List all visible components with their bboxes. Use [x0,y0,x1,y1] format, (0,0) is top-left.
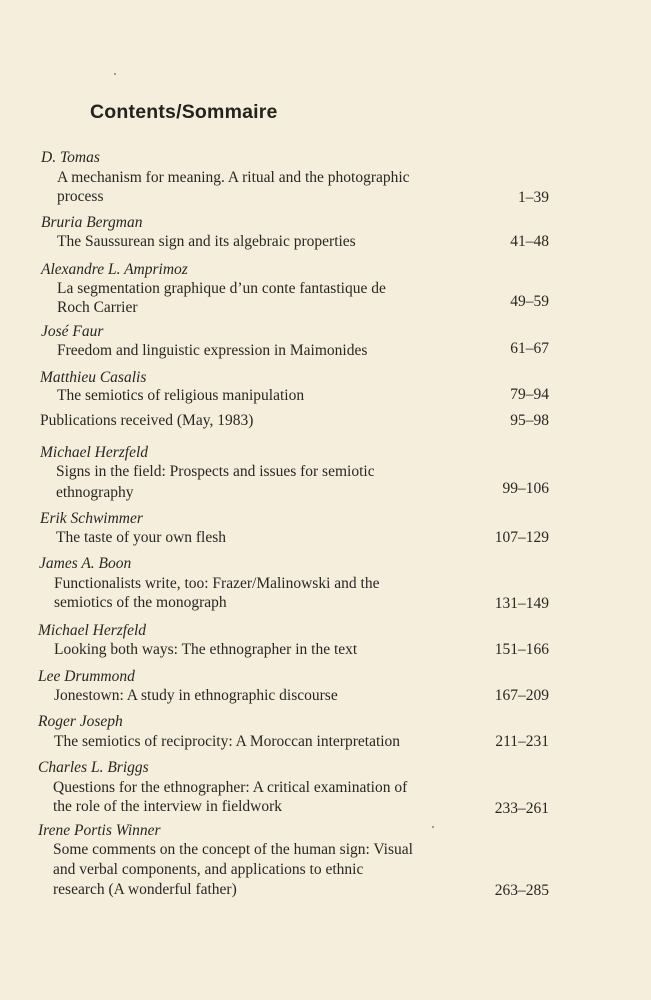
entry-title-line: La segmentation graphique d’un conte fantastique de [57,280,386,297]
entry-title-line: The taste of your own flesh [56,529,227,546]
entry-page-range: 1–39 [518,189,549,206]
entry-title-line: Looking both ways: The ethnographer in the text [54,641,358,658]
page-heading: Contents/Sommaire [90,101,278,123]
entry-title-line: The Saussurean sign and its algebraic properties [57,233,356,250]
entry-page-range: 79–94 [510,386,549,403]
entry-title-line: ethnography [56,484,134,501]
entry-title-line: The semiotics of religious manipulation [57,387,305,404]
entry-page-range: 233–261 [494,800,549,817]
entry-author: James A. Boon [39,555,132,572]
entry-title-line: Some comments on the concept of the human sign: Visual [53,841,413,858]
entry-title-line: Freedom and linguistic expression in Maimonides [57,342,368,359]
paper-speck [114,73,116,75]
entry-title-line: Jonestown: A study in ethnographic discourse [54,687,338,704]
paper-speck [432,826,434,828]
entry-page-range: 107–129 [494,529,549,546]
entry-page-range: 95–98 [510,412,549,429]
entry-page-range: 263–285 [494,882,549,899]
entry-page-range: 61–67 [510,340,549,357]
entry-author: Roger Joseph [38,713,123,730]
entry-author: Alexandre L. Amprimoz [41,261,188,278]
entry-author: Michael Herzfeld [40,444,149,461]
entry-author: D. Tomas [41,149,100,166]
entry-page-range: 49–59 [510,293,549,310]
entry-page-range: 41–48 [510,233,549,250]
entry-title-line: A mechanism for meaning. A ritual and the photographic [57,169,410,186]
entry-page-range: 131–149 [494,595,549,612]
entry-title-line: the role of the interview in fieldwork [53,798,282,815]
entry-author: Bruria Bergman [41,214,143,231]
entry-title-line: The semiotics of reciprocity: A Moroccan interpretation [54,733,401,750]
entry-author: Matthieu Casalis [40,369,147,386]
entry-title-line: Signs in the field: Prospects and issues for semiotic [56,463,375,480]
entry-title-line: Functionalists write, too: Frazer/Malinowski and the [54,575,380,592]
entry-page-range: 167–209 [494,687,549,704]
entry-title-line: Roch Carrier [57,299,138,316]
entry-title-line: and verbal components, and applications to ethnic [53,861,364,878]
entry-author: Lee Drummond [38,668,135,685]
entry-title-line: Questions for the ethnographer: A critical examination of [53,779,408,796]
entry-title-line: Publications received (May, 1983) [40,412,254,429]
entry-author: Charles L. Briggs [38,759,149,776]
entry-author: Michael Herzfeld [38,622,147,639]
entry-title-line: process [57,188,104,205]
entry-page-range: 99–106 [502,480,549,497]
entry-page-range: 151–166 [494,641,549,658]
entry-author: José Faur [41,323,104,340]
entry-author: Irene Portis Winner [38,822,161,839]
entry-title-line: research (A wonderful father) [53,881,237,898]
entry-page-range: 211–231 [495,733,549,750]
entry-author: Erik Schwimmer [40,510,143,527]
entry-title-line: semiotics of the monograph [54,594,227,611]
